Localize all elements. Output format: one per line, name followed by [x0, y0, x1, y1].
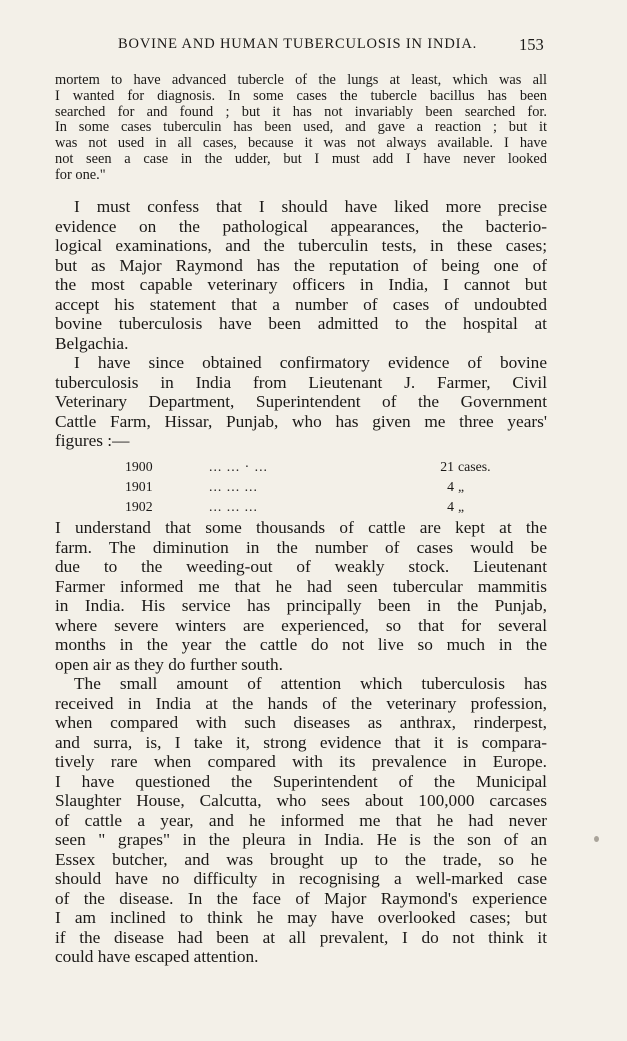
table-row — [125, 497, 475, 517]
paragraph-3-line: farm. The diminution in the number of cases would be — [55, 537, 547, 557]
body-text-lower — [55, 518, 547, 967]
paragraph-2-line: tuberculosis in India from Lieutenant J. Farmer, Civil — [55, 372, 547, 392]
leader-dots: ... ... ... — [209, 478, 258, 494]
ink-spot — [594, 836, 599, 842]
paragraph-2-line: Cattle Farm, Hissar, Punjab, who has given me three years' — [55, 411, 547, 431]
table-row — [125, 477, 475, 497]
quote-line: was not used in all cases, because it was not always available. I have — [55, 136, 547, 152]
paragraph-3-line: I understand that some thousands of cattle are kept at the — [55, 518, 547, 537]
paragraph-4-line: tively rare when compared with its prevalence in Europe. — [55, 752, 547, 771]
quote-line: I wanted for diagnosis. In some cases the tubercle bacillus has been — [55, 88, 547, 104]
cattle-figures-table — [125, 457, 491, 516]
paragraph-2-line: I have since obtained confirmatory evidence of bovine — [74, 353, 547, 372]
quote-line: mortem to have advanced tubercle of the lungs at least, which was all — [55, 73, 547, 88]
paragraph-4-line: I have questioned the Superintendent of the Municipal — [55, 771, 547, 791]
quote-line: not seen a case in the udder, but I must add I have never looked — [55, 151, 547, 167]
paragraph-4-line: received in India at the hands of the veterinary profession, — [55, 693, 547, 713]
paragraph-3-line: in India. His service has principally been in the Punjab, — [55, 596, 547, 615]
quote-line: searched for and found ; but it has not invariably been searched for. — [55, 104, 547, 120]
table-year: 1902 — [125, 498, 153, 514]
case-count: 4 — [447, 498, 454, 514]
paragraph-3-line: Farmer informed me that he had seen tubercular mammitis — [55, 576, 547, 596]
running-title: BOVINE AND HUMAN TUBERCULOSIS IN INDIA. — [118, 36, 478, 52]
paragraph-1-line: Belgachia. — [55, 333, 129, 353]
paragraph-4-line: of cattle a year, and he informed me that he had never — [55, 810, 547, 830]
paragraph-3-line: where severe winters are experienced, so that for several — [55, 615, 547, 635]
paragraph-1-line: logical examinations, and the tuberculin tests, in these cases; — [55, 236, 547, 255]
paragraph-2-line: figures :— — [55, 431, 130, 450]
case-count: 4 — [447, 478, 454, 494]
paragraph-1-line: the most capable veterinary officers in India, I cannot but — [55, 275, 547, 294]
paragraph-4-line: I am inclined to think he may have overlooked cases; but — [55, 908, 547, 927]
case-unit: cases. — [458, 459, 491, 474]
table-year: 1900 — [125, 459, 153, 474]
ditto-mark: „ — [458, 498, 465, 514]
paragraph-4-line: Essex butcher, and was brought up to the trade, so he — [55, 849, 547, 869]
paragraph-1-line: but as Major Raymond has the reputation of being one of — [55, 255, 547, 275]
paragraph-1-line: accept his statement that a number of cases of undoubted — [55, 294, 547, 314]
paragraph-4-line: seen " grapes" in the pleura in India. He is the son of an — [55, 830, 547, 849]
quote-line: In some cases tuberculin has been used, and gave a reaction ; but it — [55, 120, 547, 136]
table-row — [125, 457, 491, 477]
paragraph-4-line: when compared with such diseases as anthrax, rinderpest, — [55, 713, 547, 732]
paragraph-1-line: I must confess that I should have liked more precise — [74, 197, 547, 216]
body-text-upper — [55, 197, 547, 451]
table-year: 1901 — [125, 478, 153, 494]
paragraph-4-line: The small amount of attention which tuberculosis has — [74, 674, 547, 693]
paragraph-3-line: months in the year the cattle do not live so much in the — [55, 635, 547, 654]
paragraph-4-line: could have escaped attention. — [55, 947, 259, 966]
paragraph-4-line: of the disease. In the face of Major Raymond's experience — [55, 888, 547, 908]
leader-dots: ... ... ... — [209, 498, 258, 514]
paragraph-3-line: due to the weeding-out of weakly stock. Lieutenant — [55, 557, 547, 576]
paragraph-1-line: bovine tuberculosis have been admitted to the hospital at — [55, 314, 547, 333]
paragraph-4-line: should have no difficulty in recognising a well-marked case — [55, 869, 547, 888]
page-number: 153 — [519, 35, 544, 54]
paragraph-4-line: if the disease had been at all prevalent, I do not think it — [55, 927, 547, 947]
leader-dots: ... ... · ... — [209, 459, 268, 474]
quoted-testimony — [55, 73, 547, 184]
running-header — [0, 36, 627, 56]
paragraph-4-line: and surra, is, I take it, strong evidence that it is compara- — [55, 732, 547, 752]
quote-line: for one." — [55, 167, 106, 183]
paragraph-3-line: open air as they do further south. — [55, 654, 283, 674]
ditto-mark: „ — [458, 478, 465, 494]
case-count: 21 — [440, 459, 454, 474]
paragraph-1-line: evidence on the pathological appearances, the bacterio- — [55, 216, 547, 236]
paragraph-4-line: Slaughter House, Calcutta, who sees about 100,000 carcases — [55, 791, 547, 810]
paragraph-2-line: Veterinary Department, Superintendent of the Government — [55, 392, 547, 411]
